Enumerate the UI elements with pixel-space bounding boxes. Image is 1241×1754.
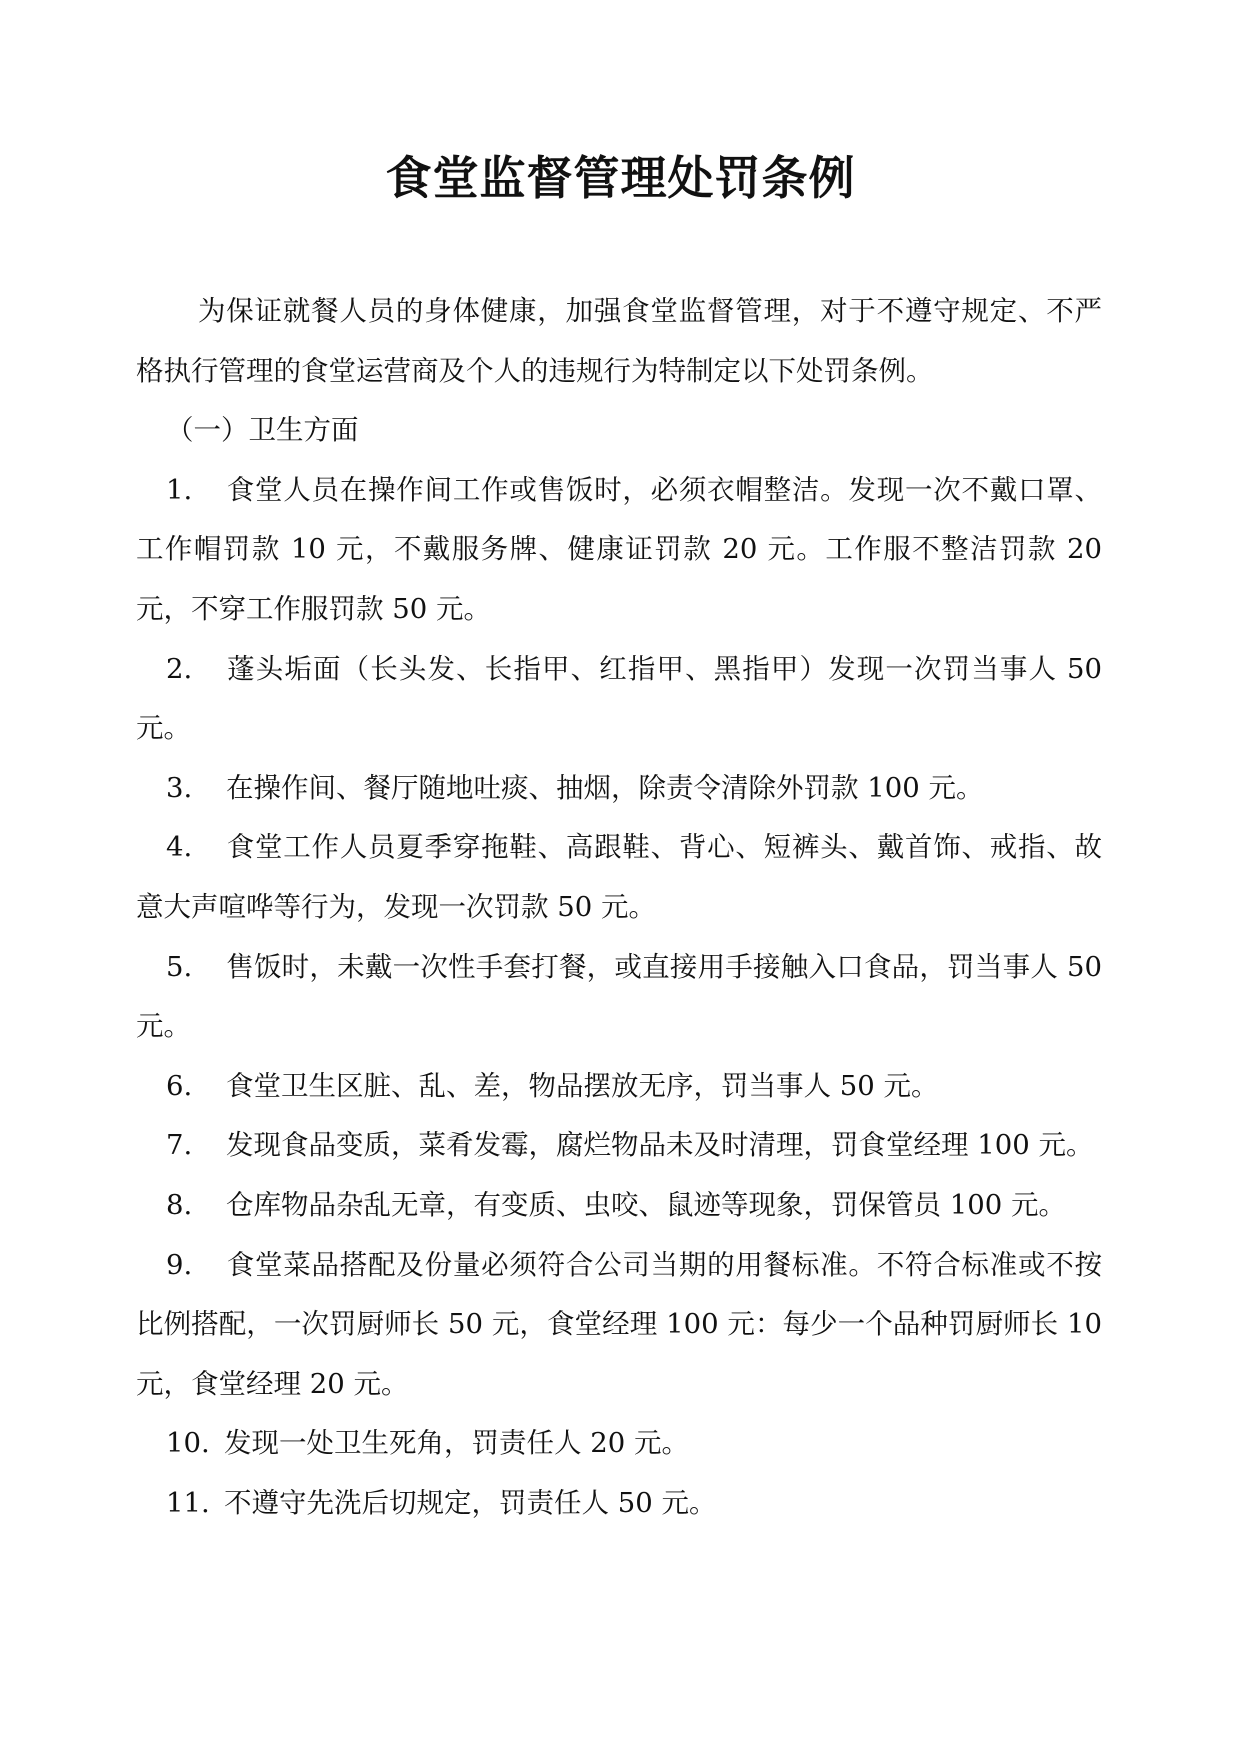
rule-item: [136, 640, 1102, 759]
rule-item: [136, 818, 1102, 937]
rule-number: 8.: [166, 1188, 193, 1221]
rule-item: [136, 1116, 1102, 1176]
rule-text: 发现一处卫生死角，罚责任人 20 元。: [224, 1427, 689, 1460]
rule-number: 5.: [166, 950, 193, 983]
rule-number: 10.: [166, 1427, 210, 1460]
rule-number: 11.: [166, 1486, 210, 1519]
rule-text: 蓬头垢面（长头发、长指甲、红指甲、黑指甲）发现一次罚当事人 50 元。: [136, 652, 1102, 745]
rule-item: [136, 759, 1102, 819]
rule-text: 不遵守先洗后切规定，罚责任人 50 元。: [224, 1486, 717, 1519]
rule-text: 食堂工作人员夏季穿拖鞋、高跟鞋、背心、短裤头、戴首饰、戒指、故意大声喧哗等行为，发现一次罚款 50 元。: [136, 831, 1102, 923]
rule-item: [136, 461, 1102, 640]
rule-item: [136, 1057, 1102, 1117]
rule-text: 发现食品变质，菜肴发霉，腐烂物品未及时清理，罚食堂经理 100 元。: [226, 1129, 1094, 1162]
rule-number: 2.: [166, 652, 193, 685]
section-heading: （一）卫生方面: [166, 414, 359, 447]
rule-item: [136, 1474, 1102, 1534]
document-body: [136, 282, 1102, 1533]
rule-text: 仓库物品杂乱无章，有变质、虫咬、鼠迹等现象，罚保管员 100 元。: [226, 1188, 1066, 1221]
rule-text: 在操作间、餐厅随地吐痰、抽烟，除责令清除外罚款 100 元。: [226, 771, 984, 804]
rule-text: 食堂菜品搭配及份量必须符合公司当期的用餐标准。不符合标准或不按比例搭配，一次罚厨师长 50 元，食堂经理 100 元：每少一个品种罚厨师长 10 元，食堂经理 20 元。: [136, 1248, 1102, 1400]
rule-number: 1.: [166, 473, 193, 506]
rule-text: 食堂人员在操作间工作或售饭时，必须衣帽整洁。发现一次不戴口罩、工作帽罚款 10 元，不戴服务牌、健康证罚款 20 元。工作服不整洁罚款 20 元，不穿工作服罚款 50 元。: [136, 473, 1102, 625]
rule-number: 3.: [166, 771, 193, 804]
rule-item: [136, 938, 1102, 1057]
rule-number: 7.: [166, 1129, 193, 1162]
rule-number: 4.: [166, 831, 193, 864]
document-title: 食堂监督管理处罚条例: [385, 151, 856, 205]
rule-item: [136, 1414, 1102, 1474]
rule-number: 9.: [166, 1248, 193, 1281]
rule-text: 售饭时，未戴一次性手套打餐，或直接用手接触入口食品，罚当事人 50 元。: [136, 950, 1102, 1043]
intro-paragraph: 为保证就餐人员的身体健康，加强食堂监督管理，对于不遵守规定、不严格执行管理的食堂运营商及个人的违规行为特制定以下处罚条例。: [136, 295, 1102, 387]
rule-item: [136, 1236, 1102, 1415]
rule-text: 食堂卫生区脏、乱、差，物品摆放无序，罚当事人 50 元。: [226, 1069, 939, 1102]
rule-item: [136, 1176, 1102, 1236]
rule-number: 6.: [166, 1069, 193, 1102]
